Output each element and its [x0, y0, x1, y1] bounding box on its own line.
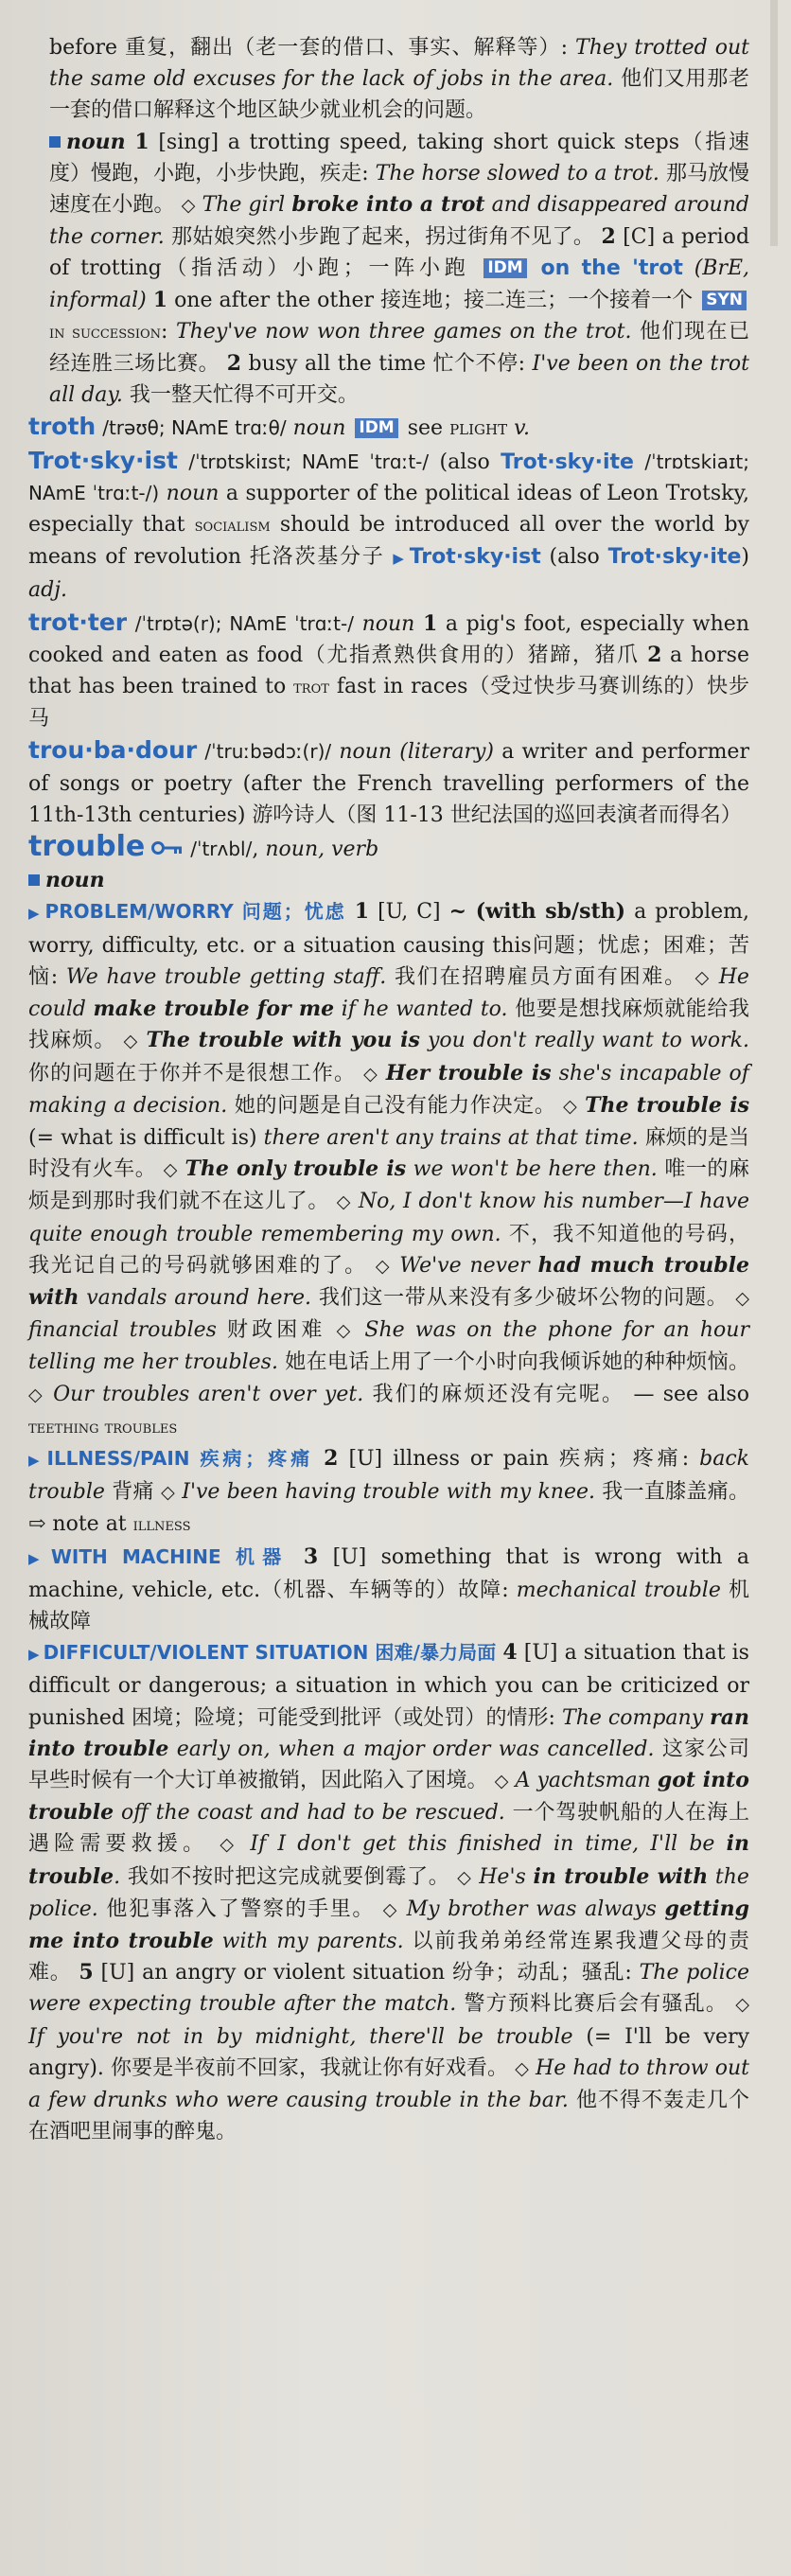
diamond-icon: ◇: [694, 966, 711, 988]
pronunciation: /ˈtrɒtskiɪst; NAmE ˈtrɑːt-/: [188, 450, 430, 473]
example-translation: 机械故障: [28, 1578, 749, 1633]
example-translation: 他们现在已经连胜三场比赛。: [49, 319, 749, 377]
example-sentence: early on, when a major order was cancelled.: [176, 1737, 655, 1761]
headword: troth: [28, 413, 97, 441]
example-sentence: if he wanted to.: [341, 997, 508, 1022]
cross-reference-word: illness: [132, 1514, 191, 1536]
example-translation: 我们的麻烦还没有完呢。: [372, 1382, 625, 1406]
entry-trotskyist: Trot·sky·ist /ˈtrɒtskiɪst; NAmE ˈtrɑːt-/ (also Trot·sky·ite /ˈtrɒtskiaɪt; NAmE ˈtrɑːt-/) noun a supporter of the political ideas of Leon Trotsky, especially that socialism should be introduced all over the world by means of revolution 托洛茨基分子 ▶ Trot·sky·ist (also Trot·sky·ite) adj.: [28, 446, 750, 603]
example-sentence: we won't be here then.: [413, 1157, 658, 1182]
example-sentence: He had to throw out a few drunks who were causing trouble in the bar.: [28, 2056, 749, 2112]
example-sentence: We have trouble getting staff.: [65, 964, 387, 989]
example-sentence: If you're not in by midnight, there'll be trouble: [28, 2024, 573, 2049]
entry-troth: [28, 411, 749, 444]
cross-reference-label: — see also: [633, 1382, 749, 1406]
grammar-pattern: ~ (with sb/sth): [448, 899, 626, 925]
diamond-icon: ◇: [735, 1287, 749, 1309]
sense-number: 3: [303, 1544, 319, 1569]
example-translation: 他不得不轰走几个在酒吧里闹事的醉鬼。: [28, 2089, 750, 2144]
example-sentence: If I don't get this finished in time, I'll be: [250, 1832, 715, 1857]
sense-group-illness-pain: [28, 1443, 749, 1542]
example-translation: 那马放慢速度在小跑。: [49, 161, 749, 218]
also-label: (also: [549, 545, 600, 570]
cross-reference-word: trot: [293, 677, 329, 698]
idiom-headword: on the 'trot: [540, 256, 683, 281]
example-sentence: she's incapable of making a decision.: [28, 1061, 749, 1118]
definition-text: busy all the time 忙个不停:: [248, 352, 526, 377]
example-sentence: They trotted out the same old excuses for the lack of jobs in the area.: [49, 36, 750, 92]
definition-text: a horse that has been trained to: [28, 643, 749, 699]
example-translation: 背痛: [112, 1480, 154, 1505]
part-of-speech: adj.: [28, 578, 68, 603]
example-sentence: He's: [479, 1864, 526, 1889]
signpost: PROBLEM/WORRY 问题；忧虑: [44, 900, 346, 924]
collocation: getting me into trouble: [28, 1896, 749, 1953]
example-sentence: I've been having trouble with my knee.: [182, 1480, 595, 1505]
diamond-icon: ◇: [163, 1159, 178, 1181]
definition-text: a supporter of the political ideas of Leon Trotsky, especially that: [28, 481, 749, 538]
grammar-code: [sing]: [158, 130, 220, 154]
example-translation: 麻烦的是当时没有火车。: [28, 1125, 749, 1182]
cross-reference-word: teething troubles: [28, 1416, 178, 1438]
pronunciation: /ˈtruːbədɔː(r)/: [204, 740, 332, 764]
example-sentence: back trouble: [28, 1446, 749, 1505]
synonym-word: in succession: [49, 321, 162, 343]
example-sentence: Our troubles aren't over yet.: [53, 1382, 364, 1406]
entry-troubadour: [28, 734, 749, 831]
diamond-icon: ◇: [123, 1031, 139, 1052]
pronunciation: /ˈtrɒtskiaɪt; NAmE ˈtrɑːt-/): [28, 450, 750, 504]
example-sentence: financial troubles: [28, 1318, 217, 1343]
example-translation: 不，我不知道他的号码，我光记自己的号码就够困难的了。: [28, 1222, 749, 1278]
definition-text: a pig's foot, especially when cooked and eaten as food（尤指煮熟供食用的）猪蹄，猪爪: [28, 611, 749, 667]
diamond-icon: ◇: [382, 1898, 398, 1920]
example-sentence: The girl: [202, 193, 286, 218]
triangle-icon: ▶: [28, 1451, 44, 1469]
trouble-noun-label: [28, 865, 749, 896]
triangle-icon: ▶: [28, 905, 42, 923]
collocation: had much trouble with: [28, 1252, 750, 1310]
example-sentence: A yachtsman: [515, 1768, 651, 1792]
collocation: The trouble is: [585, 1092, 749, 1118]
cross-reference-word: plight: [449, 416, 508, 441]
collocation: broke into a trot: [291, 192, 485, 218]
example-sentence: there aren't any trains at that time.: [263, 1125, 639, 1150]
sense-number: 2: [226, 351, 241, 377]
sense-number: 2: [324, 1445, 339, 1471]
pronunciation: /trəʊθ; NAmE trɑːθ/: [102, 416, 287, 440]
example-sentence: vandals around here.: [86, 1285, 312, 1310]
collocation: got into trouble: [28, 1767, 749, 1826]
example-sentence: with my parents.: [221, 1929, 404, 1953]
example-translation: 我如不按时把这完成就要倒霉了。: [127, 1864, 450, 1889]
cross-reference-word: socialism: [194, 515, 271, 537]
example-translation: 你要是半夜前不回家，我就让你有好戏看。: [111, 2056, 509, 2080]
example-sentence: No, I don't know his number—I have quite enough trouble remembering my own.: [28, 1190, 749, 1246]
blue-square-icon: [49, 136, 61, 148]
part-of-speech: noun: [66, 129, 126, 154]
example-translation: 我一整天忙得不可开交。: [129, 383, 359, 408]
pronunciation: /ˈtrɒtə(r); NAmE ˈtrɑːt-/: [134, 611, 354, 635]
sense-group-difficult-situation: ▶ DIFFICULT/VIOLENT SITUATION 困难/暴力局面 4 [U] a situation that is difficult or dangerous; a situation in which you can be criticized or punished 困境；险境；可能受到批评（或处罚）的情形: The company ran into trouble early on, when a major order was cancelled. 这家公司早些时候有一个大订单被撤销，因此陷入了困境。 ◇ A yachtsman got into trouble off the coast and had to be rescued. 一个驾驶帆船的人在海上遇险需要救援。 ◇ If I don't get this finished in time, I'll be in trouble. 我如不按时把这完成就要倒霉了。 ◇ He's in trouble with the police. 他犯事落入了警察的手里。 ◇ My brother was always getting me into trouble with my parents. 以前我弟弟经常连累我遭父母的责难。 5 [U] an angry or violent situation 纷争；动乱；骚乱: The police were expecting trouble after the match. 警方预料比赛后会有骚乱。 ◇ If you're not in by midnight, there'll be trouble (= I'll be very angry). 你要是半夜前不回家，我就让你有好戏看。 ◇ He had to throw out a few drunks who were causing trouble in the bar. 他不得不轰走几个在酒吧里闹事的醉鬼。: [28, 1640, 750, 2144]
key-icon: [151, 838, 190, 861]
example-sentence: the police.: [28, 1864, 749, 1921]
definition-text: fast in races（受过快步马赛训练的）快步马: [28, 675, 749, 732]
example-translation: 那姑娘突然小步跑了起来，拐过街角不见了。: [171, 225, 595, 250]
headword: trouble: [28, 830, 146, 864]
example-sentence: I've been on the trot all day.: [49, 352, 749, 408]
example-sentence: and disappeared around the corner.: [49, 193, 749, 250]
example-translation: 她的问题是自己没有能力作决定。: [234, 1093, 556, 1118]
triangle-icon: ▶: [28, 1549, 47, 1567]
collocation: The only trouble is: [185, 1156, 407, 1182]
definition-text: an angry or violent situation 纷争；动乱；骚乱:: [142, 1961, 632, 1985]
definition-text: one after the other 接连地；接二连三；一个接着一个: [174, 288, 694, 312]
note-reference: ⇨ note at: [28, 1512, 127, 1537]
also-label: (also: [439, 450, 490, 474]
cross-reference-label: see: [407, 416, 444, 441]
definition-text: before 重复，翻出（老一套的借口、事实、解释等）:: [49, 36, 568, 60]
derived-word: Trot·sky·ist: [409, 545, 541, 570]
example-translation: 这家公司早些时候有一个大订单被撤销，因此陷入了困境。: [28, 1737, 749, 1792]
diamond-icon: ◇: [515, 2057, 529, 2079]
grammar-code: [U]: [100, 1961, 135, 1985]
grammar-code: [U]: [348, 1446, 383, 1471]
diamond-icon: ◇: [161, 1482, 175, 1504]
example-sentence: mechanical trouble: [516, 1578, 721, 1602]
example-sentence: you don't really want to work.: [428, 1029, 749, 1053]
collocation: in trouble with: [533, 1863, 709, 1889]
part-of-speech: noun: [292, 416, 346, 441]
example-translation: 你的问题在于你并不是很想工作。: [28, 1061, 357, 1085]
headword: trot·ter: [28, 608, 128, 636]
diamond-icon: ◇: [363, 1063, 378, 1085]
example-sentence: My brother was always: [406, 1897, 657, 1921]
definition-text: a trotting speed, taking short quick steps（指速度）慢跑，小跑，小步快跑，疾走:: [49, 130, 749, 185]
collocation: Her trouble is: [385, 1060, 552, 1085]
sense-number: 1: [422, 610, 438, 636]
example-sentence: The horse slowed to a trot.: [375, 161, 659, 185]
register-label: (BrE, informal): [49, 256, 750, 312]
sense-group-with-machine: [28, 1542, 749, 1638]
collocation: make trouble for me: [93, 997, 335, 1022]
gloss: (= what is difficult is): [28, 1125, 257, 1150]
diamond-icon: ◇: [494, 1770, 509, 1791]
diamond-icon: ◇: [220, 1834, 239, 1856]
definition-text: illness or pain 疾病；疼痛:: [393, 1446, 690, 1471]
example-translation: 我一直膝盖痛。: [602, 1480, 749, 1505]
entry-trouble-head: trouble /ˈtrʌbl/, noun, verb: [28, 830, 379, 864]
example-translation: 我们这一带从来没有多少破坏公物的问题。: [318, 1285, 729, 1310]
example-sentence: The police were expecting trouble after the match.: [28, 1961, 750, 2017]
example-translation: 他要是想找麻烦就能给我找麻烦。: [28, 997, 749, 1053]
definition-text: a period of trotting（指活动）小跑；一阵小跑: [49, 225, 750, 281]
diamond-icon: ◇: [563, 1095, 578, 1117]
pronunciation: /ˈtrʌbl/: [190, 838, 253, 861]
grammar-code: [U, C]: [378, 900, 441, 925]
example-translation: 他们又用那老一套的借口解释这个地区缺少就业机会的问题。: [49, 67, 749, 123]
collocation: The trouble with you is: [146, 1028, 420, 1053]
example-translation: 一个驾驶帆船的人在海上遇险需要救援。: [28, 1801, 749, 1857]
example-sentence: She was on the phone for an hour telling me her troubles.: [28, 1318, 749, 1375]
part-of-speech: v.: [514, 416, 530, 441]
register-label: (literary): [399, 740, 494, 765]
headword: trou·ba·dour: [28, 736, 198, 765]
blue-square-icon: [28, 874, 40, 886]
diamond-icon: ◇: [375, 1255, 392, 1277]
example-sentence: They've now won three games on the trot.: [175, 319, 632, 344]
headword: Trot·sky·ist: [28, 446, 178, 474]
diamond-icon: ◇: [336, 1320, 355, 1342]
signpost: ILLNESS/PAIN 疾病；疼痛: [46, 1446, 314, 1470]
example-sentence: The company: [562, 1705, 704, 1730]
entry-trot-noun: noun 1 [sing] a trotting speed, taking short quick steps（指速度）慢跑，小跑，小步快跑，疾走: The horse slowed to a trot. 那马放慢速度在小跑。 ◇ The girl broke into a trot and disappeared around the corner. 那姑娘突然小步跑了起来，拐过街角不见了。 2 [C] a period of trotting（指活动）小跑；一阵小跑 IDM on the 'trot (BrE, informal) 1 one after the other 接连地；接二连三；一个接着一个 SYN in succession: They've now won three games on the trot. 他们现在已经连胜三场比赛。 2 busy all the time 忙个不停: I've been on the trot all day. 我一整天忙得不可开交。: [49, 129, 750, 408]
sense-group-problem-worry: [28, 896, 749, 1442]
signpost: WITH MACHINE 机器: [50, 1544, 290, 1568]
part-of-speech: noun: [45, 868, 105, 893]
example-translation: 警方预料比赛后会有骚乱。: [464, 1992, 729, 2017]
part-of-speech: noun: [166, 481, 220, 505]
example-sentence: off the coast and had to be rescued.: [121, 1801, 505, 1826]
entry-trot-before: [28, 32, 749, 127]
definition-text: should be introduced all over the world by means of revolution 托洛茨基分子: [28, 513, 749, 570]
grammar-code: [U]: [332, 1544, 367, 1569]
definition-text: a situation that is difficult or dangerous; a situation in which you can be criticized or punished 困境；险境；可能受到批评（或处罚）的情形:: [28, 1641, 749, 1730]
example-translation: 我们在招聘雇员方面有困难。: [395, 964, 687, 989]
grammar-code: [C]: [623, 225, 656, 250]
example-translation: 他犯事落入了警察的手里。: [106, 1897, 376, 1921]
sense-number: 2: [647, 642, 662, 667]
diamond-icon: ◇: [336, 1191, 352, 1213]
collocation: ran into trouble: [28, 1704, 749, 1761]
collocation: in trouble: [28, 1831, 749, 1889]
variant-headword: Trot·sky·ite: [501, 450, 634, 474]
sense-number: 2: [601, 224, 616, 250]
page-edge-shadow: [770, 0, 778, 246]
sense-number: 1: [354, 899, 370, 925]
synonym-badge: SYN: [702, 291, 747, 310]
diamond-icon: ◇: [28, 1384, 44, 1405]
example-translation: 她在电话上用了一个小时向我倾诉她的种种烦恼。: [285, 1350, 750, 1375]
sense-number: 5: [79, 1960, 94, 1985]
idiom-badge: IDM: [355, 418, 397, 438]
part-of-speech: noun, verb: [265, 838, 379, 862]
triangle-icon: ▶: [28, 1646, 40, 1664]
diamond-icon: ◇: [735, 1994, 749, 2016]
triangle-icon: ▶: [393, 550, 406, 568]
gloss: (= I'll be very angry).: [28, 2024, 749, 2080]
idiom-badge: IDM: [483, 258, 526, 278]
example-sentence: He could: [28, 964, 749, 1022]
part-of-speech: noun: [361, 611, 415, 636]
dictionary-column: [28, 32, 749, 2147]
definition-text: a problem, worry, difficulty, etc. or a situation causing this问题；忧虑；困难；苦恼:: [28, 900, 750, 989]
example-translation: 唯一的麻烦是到那时我们就不在这儿了。: [28, 1157, 749, 1214]
example-translation: 财政困难: [227, 1318, 326, 1343]
diamond-icon: ◇: [181, 195, 196, 217]
example-sentence: We've never: [399, 1253, 530, 1278]
sense-number: 4: [502, 1640, 518, 1666]
sense-number: 1: [134, 129, 149, 154]
sense-number: 1: [152, 287, 168, 312]
derived-word: Trot·sky·ite: [607, 545, 742, 570]
part-of-speech: noun: [339, 740, 393, 765]
signpost: DIFFICULT/VIOLENT SITUATION 困难/暴力局面: [43, 1641, 497, 1665]
grammar-code: [U]: [523, 1641, 558, 1666]
definition-text: something that is wrong with a machine, vehicle, etc.（机器、车辆等的）故障:: [28, 1544, 750, 1602]
example-translation: 以前我弟弟经常连累我遭父母的责难。: [28, 1929, 749, 1985]
definition-text: a writer and performer of songs or poetry (after the French travelling performers of the 11th-13th centuries) 游吟诗人（图 11-13 世纪法国的巡回表演者而得名）: [28, 740, 749, 827]
diamond-icon: ◇: [457, 1866, 472, 1888]
entry-trotter: [28, 607, 749, 735]
